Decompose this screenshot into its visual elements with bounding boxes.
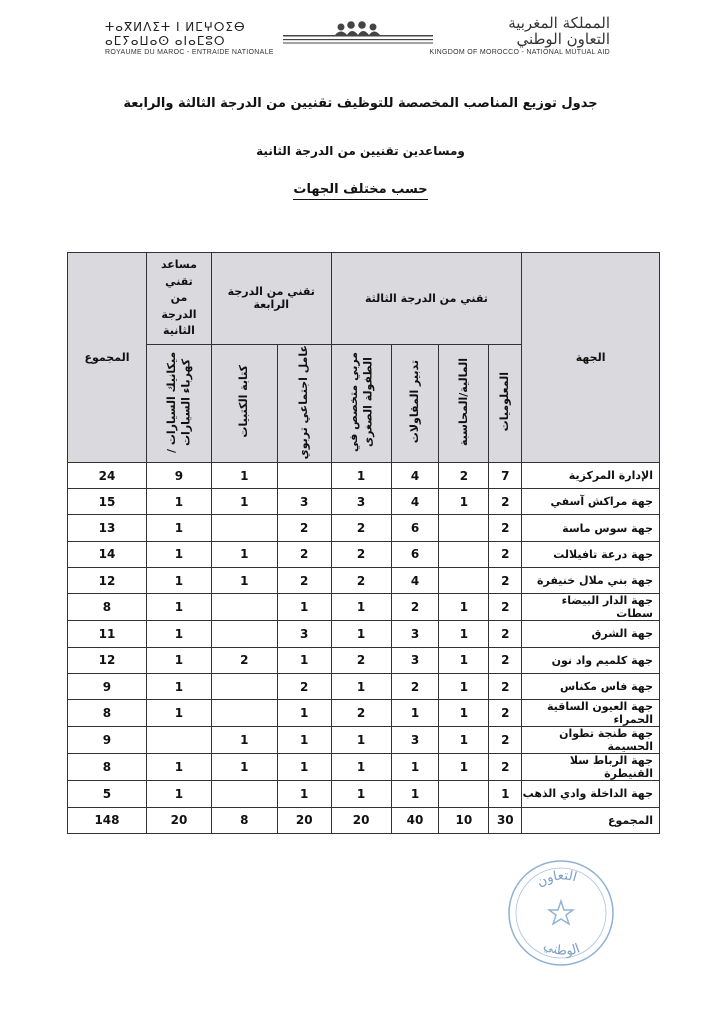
contracts-cell: 4 [391, 568, 439, 594]
table-row [68, 568, 660, 594]
childhood-cell: 1 [331, 594, 391, 621]
informatics-cell: 2 [489, 568, 522, 594]
table-row [68, 541, 660, 567]
typing-cell [211, 700, 277, 727]
total-cell: 15 [68, 489, 147, 515]
header-assistant-text: مساعد تقني من الدرجة الثانية [160, 258, 197, 337]
finance-cell: 1 [439, 673, 489, 699]
social-worker-cell: 2 [277, 568, 331, 594]
mechanic-cell: 1 [146, 594, 211, 621]
childhood-cell: 1 [331, 781, 391, 807]
contracts-cell: 1 [391, 700, 439, 727]
svg-text:التعاون [534, 868, 578, 890]
contracts-cell: 1 [391, 781, 439, 807]
region-cell: جهة الرباط سلا القنيطرة [522, 754, 660, 781]
table-row [68, 462, 660, 488]
region-cell: جهة سوس ماسة [522, 515, 660, 541]
informatics-cell: 2 [489, 515, 522, 541]
childhood-cell: 3 [331, 489, 391, 515]
finance-cell: 1 [439, 621, 489, 647]
childhood-cell: 2 [331, 568, 391, 594]
informatics-cell: 2 [489, 489, 522, 515]
total-cell: 8 [68, 754, 147, 781]
region-cell: المجموع [522, 807, 660, 833]
typing-cell: 1 [211, 541, 277, 567]
letterhead-english: KINGDOM OF MOROCCO - NATIONAL MUTUAL AID [429, 49, 610, 56]
mechanic-cell: 1 [146, 489, 211, 515]
header-grade3: تقني من الدرجة الثالثة [331, 253, 522, 345]
social-worker-cell: 20 [277, 807, 331, 833]
childhood-cell: 1 [331, 754, 391, 781]
informatics-cell: 30 [489, 807, 522, 833]
childhood-cell: 2 [331, 515, 391, 541]
mechanic-cell [146, 727, 211, 754]
social-worker-cell: 2 [277, 541, 331, 567]
typing-cell: 1 [211, 568, 277, 594]
header-informatics [489, 344, 522, 462]
contracts-cell: 3 [391, 647, 439, 673]
total-cell: 8 [68, 594, 147, 621]
title-line3-text: حسب مختلف الجهات [293, 182, 427, 200]
table-row [68, 781, 660, 807]
totals-row [68, 807, 660, 833]
region-cell: جهة كلميم واد نون [522, 647, 660, 673]
childhood-cell: 2 [331, 700, 391, 727]
header-childhood [331, 344, 391, 462]
mechanic-cell: 1 [146, 673, 211, 699]
social-worker-cell: 3 [277, 621, 331, 647]
header-mechanic [146, 344, 211, 462]
total-cell: 14 [68, 541, 147, 567]
finance-cell [439, 515, 489, 541]
typing-cell [211, 621, 277, 647]
social-worker-cell: 1 [277, 647, 331, 673]
contracts-cell: 4 [391, 462, 439, 488]
header-mechanic-text: ميكانيك السيارات / كهرباء السيارات [164, 351, 192, 453]
informatics-cell: 2 [489, 594, 522, 621]
informatics-cell: 2 [489, 673, 522, 699]
finance-cell: 10 [439, 807, 489, 833]
contracts-cell: 4 [391, 489, 439, 515]
finance-cell: 1 [439, 754, 489, 781]
header-finance-text: المالية/المحاسبة [456, 357, 470, 446]
table-row [68, 515, 660, 541]
childhood-cell: 1 [331, 462, 391, 488]
mechanic-cell: 1 [146, 541, 211, 567]
header-informatics-text: المعلوميات [498, 372, 512, 432]
childhood-cell: 1 [331, 621, 391, 647]
mechanic-cell: 1 [146, 781, 211, 807]
finance-cell [439, 781, 489, 807]
header-region: الجهة [522, 253, 660, 463]
region-cell: جهة مراكش آسفي [522, 489, 660, 515]
typing-cell [211, 515, 277, 541]
stamp-bottom-text: الوطني [541, 938, 583, 960]
contracts-cell: 6 [391, 515, 439, 541]
total-cell: 9 [68, 673, 147, 699]
finance-cell: 1 [439, 727, 489, 754]
childhood-cell: 2 [331, 647, 391, 673]
contracts-cell: 40 [391, 807, 439, 833]
header-contracts [391, 344, 439, 462]
letterhead-arabic-line1: المملكة المغربية [508, 14, 610, 32]
finance-cell: 2 [439, 462, 489, 488]
social-worker-cell [277, 462, 331, 488]
region-cell: جهة الشرق [522, 621, 660, 647]
header-social-worker-text: عامل اجتماعي تربوي [297, 344, 311, 459]
region-cell: جهة درعة تافيلالت [522, 541, 660, 567]
table-row [68, 673, 660, 699]
mechanic-cell: 1 [146, 700, 211, 727]
region-cell: جهة الداخلة وادي الذهب [522, 781, 660, 807]
childhood-cell: 1 [331, 673, 391, 699]
total-cell: 11 [68, 621, 147, 647]
table-row [68, 700, 660, 727]
stamp-top-text: التعاون [534, 868, 579, 891]
informatics-cell: 2 [489, 700, 522, 727]
finance-cell: 1 [439, 647, 489, 673]
total-cell: 24 [68, 462, 147, 488]
total-cell: 12 [68, 568, 147, 594]
contracts-cell: 2 [391, 594, 439, 621]
header-typing-text: كتابة الكتبيات [237, 365, 251, 438]
region-cell: جهة طنجة تطوان الحسيمة [522, 727, 660, 754]
total-cell: 8 [68, 700, 147, 727]
total-cell: 9 [68, 727, 147, 754]
region-cell: الإدارة المركزية [522, 462, 660, 488]
people-group-logo-icon [283, 20, 433, 46]
header-assistant [146, 253, 211, 345]
contracts-cell: 3 [391, 621, 439, 647]
typing-cell: 8 [211, 807, 277, 833]
informatics-cell: 2 [489, 541, 522, 567]
typing-cell: 1 [211, 489, 277, 515]
typing-cell: 2 [211, 647, 277, 673]
mechanic-cell: 1 [146, 568, 211, 594]
mechanic-cell: 9 [146, 462, 211, 488]
mechanic-cell: 1 [146, 647, 211, 673]
childhood-cell: 1 [331, 727, 391, 754]
region-cell: جهة العيون الساقية الحمراء [522, 700, 660, 727]
header-social-worker [277, 344, 331, 462]
mechanic-cell: 1 [146, 754, 211, 781]
header-total: المجموع [68, 253, 147, 463]
table-row [68, 647, 660, 673]
informatics-cell: 7 [489, 462, 522, 488]
childhood-cell: 2 [331, 541, 391, 567]
social-worker-cell: 3 [277, 489, 331, 515]
region-cell: جهة بني ملال خنيفرة [522, 568, 660, 594]
social-worker-cell: 2 [277, 515, 331, 541]
finance-cell [439, 541, 489, 567]
total-cell: 13 [68, 515, 147, 541]
header-contracts-text: تدبير المقاولات [407, 360, 421, 444]
finance-cell [439, 568, 489, 594]
letterhead-tifinagh-line2: ⴰⵎⵢⴰⵡⴰⵙ ⴰⵏⴰⵎⵓⵔ [105, 34, 226, 48]
childhood-cell: 20 [331, 807, 391, 833]
finance-cell: 1 [439, 700, 489, 727]
letterhead-arabic-line2: التعاون الوطني [516, 30, 610, 48]
letterhead-tifinagh-line1: ⵜⴰⴳⵍⴷⵉⵜ ⵏ ⵍⵎⵖⵔⵉⴱ [105, 20, 246, 34]
table-row [68, 594, 660, 621]
mechanic-cell: 1 [146, 621, 211, 647]
table-row [68, 489, 660, 515]
social-worker-cell: 2 [277, 673, 331, 699]
region-cell: جهة الدار البيضاء سطات [522, 594, 660, 621]
header-typing [211, 344, 277, 462]
header-childhood-text: مربي متخصص في الطفولة الصغرى [346, 351, 375, 452]
social-worker-cell: 1 [277, 594, 331, 621]
typing-cell [211, 673, 277, 699]
header-finance [439, 344, 489, 462]
table-row [68, 621, 660, 647]
typing-cell [211, 781, 277, 807]
mechanic-cell: 20 [146, 807, 211, 833]
informatics-cell: 2 [489, 727, 522, 754]
title-line2: ومساعدين تقنيين من الدرجة الثانية [256, 144, 465, 158]
typing-cell: 1 [211, 462, 277, 488]
typing-cell: 1 [211, 754, 277, 781]
finance-cell: 1 [439, 489, 489, 515]
social-worker-cell: 1 [277, 727, 331, 754]
informatics-cell: 1 [489, 781, 522, 807]
header-grade4: تقني من الدرجة الرابعة [211, 253, 331, 345]
region-cell: جهة فاس مكناس [522, 673, 660, 699]
letterhead [105, 14, 610, 60]
table-row [68, 754, 660, 781]
contracts-cell: 6 [391, 541, 439, 567]
social-worker-cell: 1 [277, 754, 331, 781]
informatics-cell: 2 [489, 621, 522, 647]
social-worker-cell: 1 [277, 781, 331, 807]
letterhead-french: ROYAUME DU MAROC - ENTRAIDE NATIONALE [105, 49, 274, 56]
title-line3 [0, 182, 721, 197]
total-cell: 5 [68, 781, 147, 807]
finance-cell: 1 [439, 594, 489, 621]
table-body [68, 462, 660, 833]
table-row [68, 727, 660, 754]
informatics-cell: 2 [489, 647, 522, 673]
contracts-cell: 2 [391, 673, 439, 699]
informatics-cell: 2 [489, 754, 522, 781]
social-worker-cell: 1 [277, 700, 331, 727]
total-cell: 148 [68, 807, 147, 833]
contracts-cell: 3 [391, 727, 439, 754]
positions-table [67, 252, 660, 834]
title-line1: جدول توزيع المناصب المخصصة للتوظيف تقنيين من الدرجة الثالثة والرابعة [123, 96, 598, 111]
star-stamp-icon [505, 857, 617, 969]
typing-cell: 1 [211, 727, 277, 754]
total-cell: 12 [68, 647, 147, 673]
typing-cell [211, 594, 277, 621]
contracts-cell: 1 [391, 754, 439, 781]
mechanic-cell: 1 [146, 515, 211, 541]
